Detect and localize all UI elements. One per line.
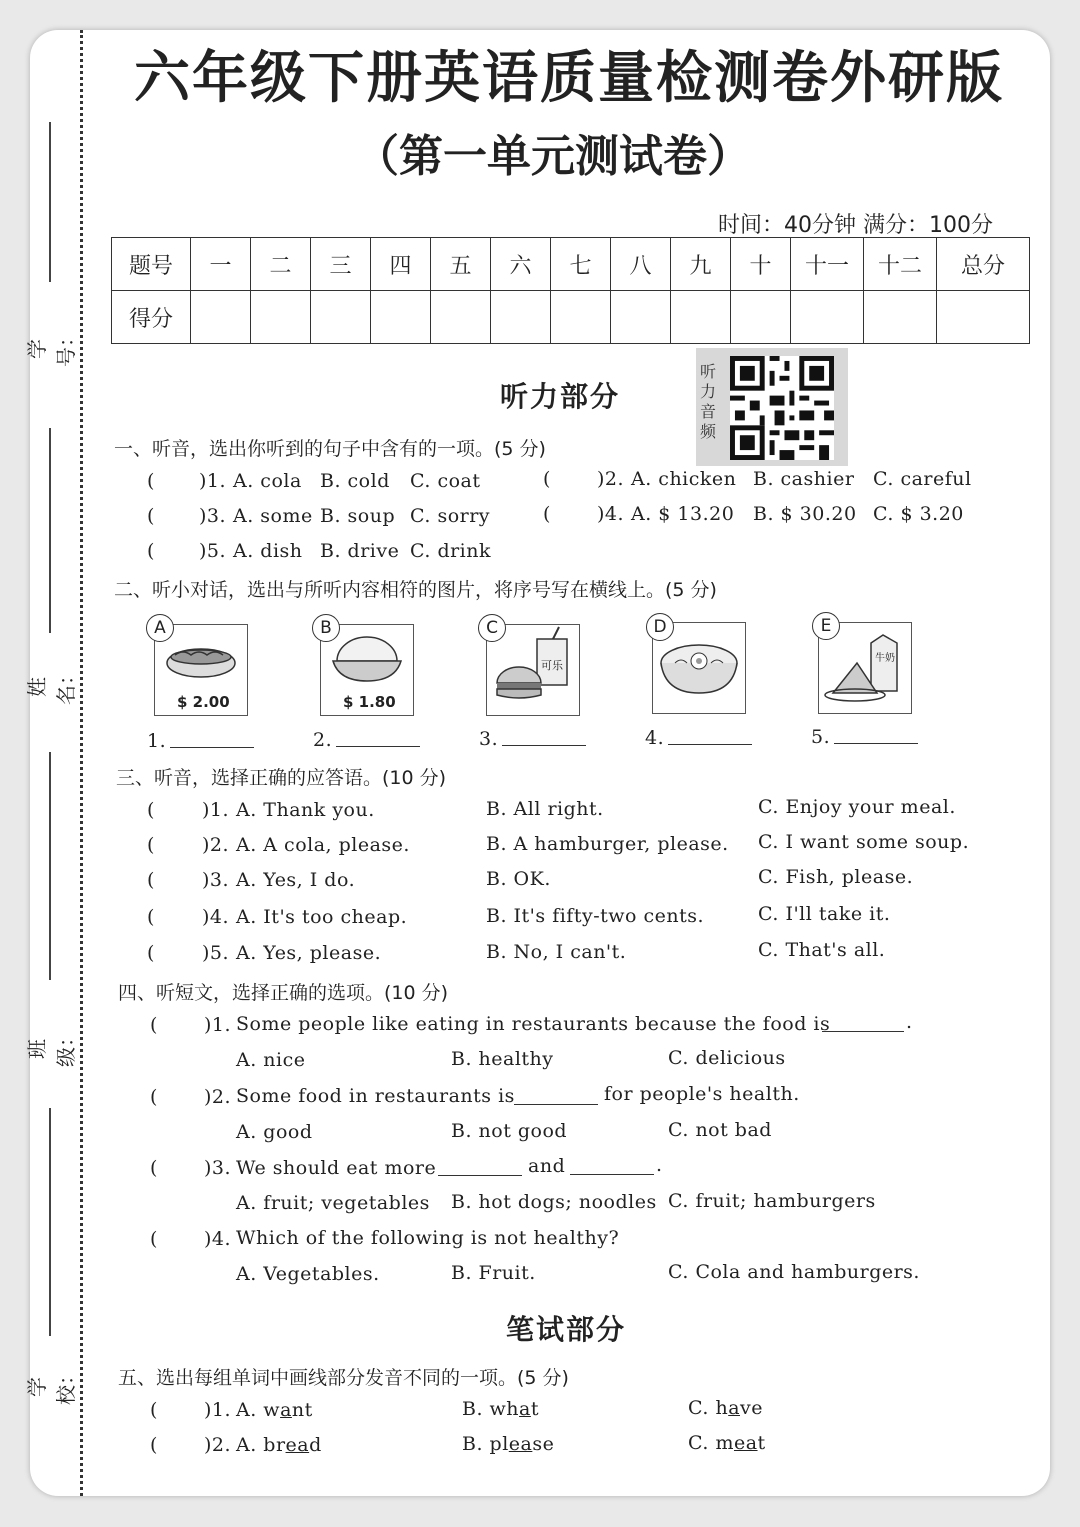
- score-header-cell: 五: [431, 238, 491, 291]
- option-c: C. Cola and hamburgers.: [668, 1261, 920, 1283]
- option-c: C. have: [688, 1397, 763, 1419]
- part2-answer-blank[interactable]: [834, 743, 918, 744]
- writing-section-title: 笔试部分: [506, 1313, 627, 1346]
- part2-blank-number: 4.: [645, 727, 665, 749]
- side-label-school: 学校：: [25, 1365, 78, 1405]
- question-text: Which of the following is not healthy?: [236, 1227, 620, 1249]
- picture-letter: B: [312, 614, 340, 642]
- cola-text: 可乐: [541, 659, 563, 672]
- part2-blank-number: 5.: [811, 726, 831, 748]
- score-cell[interactable]: [491, 291, 551, 344]
- score-header-cell: 一: [191, 238, 251, 291]
- option-a: A. bread: [236, 1434, 322, 1456]
- fill-blank[interactable]: [514, 1104, 598, 1105]
- answer-paren[interactable]: (: [147, 799, 155, 821]
- option-c: C. $ 3.20: [873, 503, 964, 525]
- qr-label: 听力音频: [700, 362, 717, 441]
- question-number: )1.: [199, 470, 227, 492]
- picture-letter: E: [812, 612, 840, 640]
- question-number: )3.: [199, 505, 227, 527]
- picture-letter: D: [646, 613, 674, 641]
- question-number: )1.: [204, 1399, 232, 1421]
- answer-paren[interactable]: (: [147, 470, 155, 492]
- side-label-class: 班级：: [25, 1027, 78, 1067]
- question-number: )2.: [202, 834, 230, 856]
- score-header-cell: 七: [551, 238, 611, 291]
- question-text: Some food in restaurants is: [236, 1085, 515, 1107]
- option-c: C. fruit; hamburgers: [668, 1190, 876, 1212]
- score-cell[interactable]: [371, 291, 431, 344]
- option-c: C. coat: [410, 470, 481, 492]
- option-a: A. cola: [233, 470, 302, 492]
- score-cell[interactable]: [611, 291, 671, 344]
- option-c: C. meat: [688, 1432, 766, 1454]
- option-a: A. good: [236, 1121, 313, 1143]
- score-cell[interactable]: [551, 291, 611, 344]
- option-b: B. All right.: [486, 798, 604, 820]
- question-number: )3.: [202, 869, 230, 891]
- question-number: )1.: [202, 799, 230, 821]
- option-a: A. $ 13.20: [631, 503, 735, 525]
- exam-sheet: [25, 30, 1050, 1496]
- score-cell[interactable]: [431, 291, 491, 344]
- score-cell[interactable]: [937, 291, 1030, 344]
- answer-paren[interactable]: (: [147, 906, 155, 928]
- answer-paren[interactable]: (: [150, 1014, 158, 1036]
- question-text: for people's health.: [604, 1083, 800, 1105]
- binding-dotted-line: [80, 30, 83, 1496]
- page-subtitle: （第一单元测试卷）: [355, 131, 751, 182]
- option-a: A. dish: [233, 540, 303, 562]
- picture-letter: C: [478, 614, 506, 642]
- question-number: )5.: [202, 942, 230, 964]
- option-b: B. please: [462, 1433, 555, 1455]
- score-header-cell: 六: [491, 238, 551, 291]
- score-cell[interactable]: [731, 291, 791, 344]
- answer-paren[interactable]: (: [543, 503, 551, 525]
- price-label: $ 1.80: [343, 693, 396, 711]
- option-b: B. No, I can't.: [486, 941, 627, 963]
- option-c: C. delicious: [668, 1047, 786, 1069]
- side-label-number: 学号：: [25, 327, 78, 367]
- option-a: A. It's too cheap.: [236, 906, 408, 928]
- score-cell[interactable]: [191, 291, 251, 344]
- score-header-cell: 三: [311, 238, 371, 291]
- score-header-cell: 十: [731, 238, 791, 291]
- option-b: B. A hamburger, please.: [486, 833, 729, 855]
- question-number: )4.: [204, 1228, 232, 1250]
- fill-blank[interactable]: [822, 1031, 904, 1032]
- question-number: )5.: [199, 540, 227, 562]
- score-header-cell: 题号: [112, 238, 191, 291]
- option-b: B. cashier: [753, 468, 855, 490]
- option-a: A. Vegetables.: [236, 1263, 380, 1285]
- time-info: 时间：40分钟 满分：100分: [718, 213, 993, 238]
- score-table-score-row: [112, 291, 1030, 344]
- option-a: A. Yes, I do.: [236, 869, 356, 891]
- part2-answer-blank[interactable]: [502, 745, 586, 746]
- question-text: .: [906, 1011, 913, 1033]
- score-cell[interactable]: [251, 291, 311, 344]
- option-c: C. Fish, please.: [758, 866, 914, 888]
- picture-letter: A: [146, 614, 174, 642]
- option-a: A. want: [236, 1399, 313, 1421]
- score-header-cell: 十一: [791, 238, 864, 291]
- answer-paren[interactable]: (: [150, 1157, 158, 1179]
- answer-paren[interactable]: (: [147, 834, 155, 856]
- part2-blank-number: 1.: [147, 730, 167, 752]
- score-header-cell: 十二: [864, 238, 937, 291]
- option-b: B. cold: [320, 470, 390, 492]
- answer-paren[interactable]: (: [147, 505, 155, 527]
- option-b: B. healthy: [451, 1048, 554, 1070]
- option-a: A. fruit; vegetables: [236, 1192, 430, 1214]
- option-b: B. Fruit.: [451, 1262, 536, 1284]
- option-a: A. Yes, please.: [236, 942, 382, 964]
- option-c: C. I'll take it.: [758, 903, 891, 925]
- question-text: Some people like eating in restaurants because the food is: [236, 1013, 831, 1035]
- part4-heading: 四、听短文，选择正确的选项。(10 分): [118, 982, 449, 1004]
- score-table-header-row: [112, 238, 1030, 291]
- option-b: B. not good: [451, 1120, 568, 1142]
- question-number: )4.: [202, 906, 230, 928]
- part1-heading: 一、听音，选出你听到的句子中含有的一项。(5 分): [114, 438, 546, 460]
- school-write-line: [49, 1108, 51, 1336]
- question-text: We should eat more: [236, 1157, 437, 1179]
- option-a: A. some: [233, 505, 313, 527]
- option-a: A. Thank you.: [236, 799, 375, 821]
- option-b: B. what: [462, 1398, 540, 1420]
- part2-heading: 二、听小对话，选出与所听内容相符的图片，将序号写在横线上。(5 分): [114, 579, 717, 601]
- answer-paren[interactable]: (: [147, 540, 155, 562]
- answer-paren[interactable]: (: [150, 1399, 158, 1421]
- part2-answer-blank[interactable]: [170, 747, 254, 748]
- page-title: 六年级下册英语质量检测卷外研版: [134, 46, 1004, 111]
- score-row-label: 得分: [112, 291, 191, 344]
- price-label: $ 2.00: [177, 693, 230, 711]
- part2-blank-number: 2.: [313, 729, 333, 751]
- question-number: )2.: [204, 1434, 232, 1456]
- option-b: B. OK.: [486, 868, 551, 890]
- fill-blank[interactable]: [438, 1175, 522, 1176]
- option-c: C. careful: [873, 468, 972, 490]
- qr-code-audio[interactable]: [696, 348, 848, 466]
- option-c: C. drink: [410, 540, 492, 562]
- question-number: )4.: [597, 503, 625, 525]
- question-number: )2.: [597, 468, 625, 490]
- option-c: C. sorry: [410, 505, 491, 527]
- option-b: B. hot dogs; noodles: [451, 1191, 657, 1213]
- score-header-cell: 二: [251, 238, 311, 291]
- answer-paren[interactable]: (: [150, 1086, 158, 1108]
- part2-answer-blank[interactable]: [336, 746, 420, 747]
- part5-heading: 五、选出每组单词中画线部分发音不同的一项。(5 分): [118, 1367, 569, 1389]
- part2-answer-blank[interactable]: [668, 744, 752, 745]
- question-text: and: [528, 1155, 566, 1177]
- part2-blank-number: 3.: [479, 728, 499, 750]
- score-cell[interactable]: [671, 291, 731, 344]
- answer-paren[interactable]: (: [150, 1434, 158, 1456]
- option-a: A. chicken: [631, 468, 737, 490]
- answer-paren[interactable]: (: [147, 869, 155, 891]
- score-header-cell: 总分: [937, 238, 1030, 291]
- option-c: C. That's all.: [758, 939, 886, 961]
- question-number: )3.: [204, 1157, 232, 1179]
- option-b: B. $ 30.20: [753, 503, 857, 525]
- part3-heading: 三、听音，选择正确的应答语。(10 分): [116, 767, 447, 789]
- question-text: .: [656, 1154, 663, 1176]
- class-write-line: [49, 752, 51, 980]
- option-b: B. soup: [320, 505, 396, 527]
- score-cell[interactable]: [311, 291, 371, 344]
- listening-section-title: 听力部分: [500, 380, 621, 413]
- side-label-name: 姓名：: [25, 665, 78, 705]
- option-b: B. drive: [320, 540, 400, 562]
- option-b: B. It's fifty-two cents.: [486, 905, 705, 927]
- answer-paren[interactable]: (: [150, 1228, 158, 1250]
- name-write-line: [49, 428, 51, 633]
- option-a: A. nice: [236, 1049, 306, 1071]
- question-number: )1.: [204, 1014, 232, 1036]
- score-header-cell: 九: [671, 238, 731, 291]
- score-table: [111, 237, 1030, 344]
- answer-paren[interactable]: (: [147, 942, 155, 964]
- option-a: A. A cola, please.: [236, 834, 410, 856]
- option-c: C. I want some soup.: [758, 831, 970, 853]
- score-cell[interactable]: [791, 291, 864, 344]
- option-c: C. Enjoy your meal.: [758, 796, 956, 818]
- option-c: C. not bad: [668, 1119, 772, 1141]
- qr-code-icon: [730, 356, 834, 460]
- answer-paren[interactable]: (: [543, 468, 551, 490]
- question-number: )2.: [204, 1086, 232, 1108]
- score-header-cell: 八: [611, 238, 671, 291]
- fill-blank[interactable]: [570, 1174, 654, 1175]
- milk-text: 牛奶: [875, 653, 895, 664]
- score-header-cell: 四: [371, 238, 431, 291]
- score-cell[interactable]: [864, 291, 937, 344]
- number-write-line: [49, 122, 51, 282]
